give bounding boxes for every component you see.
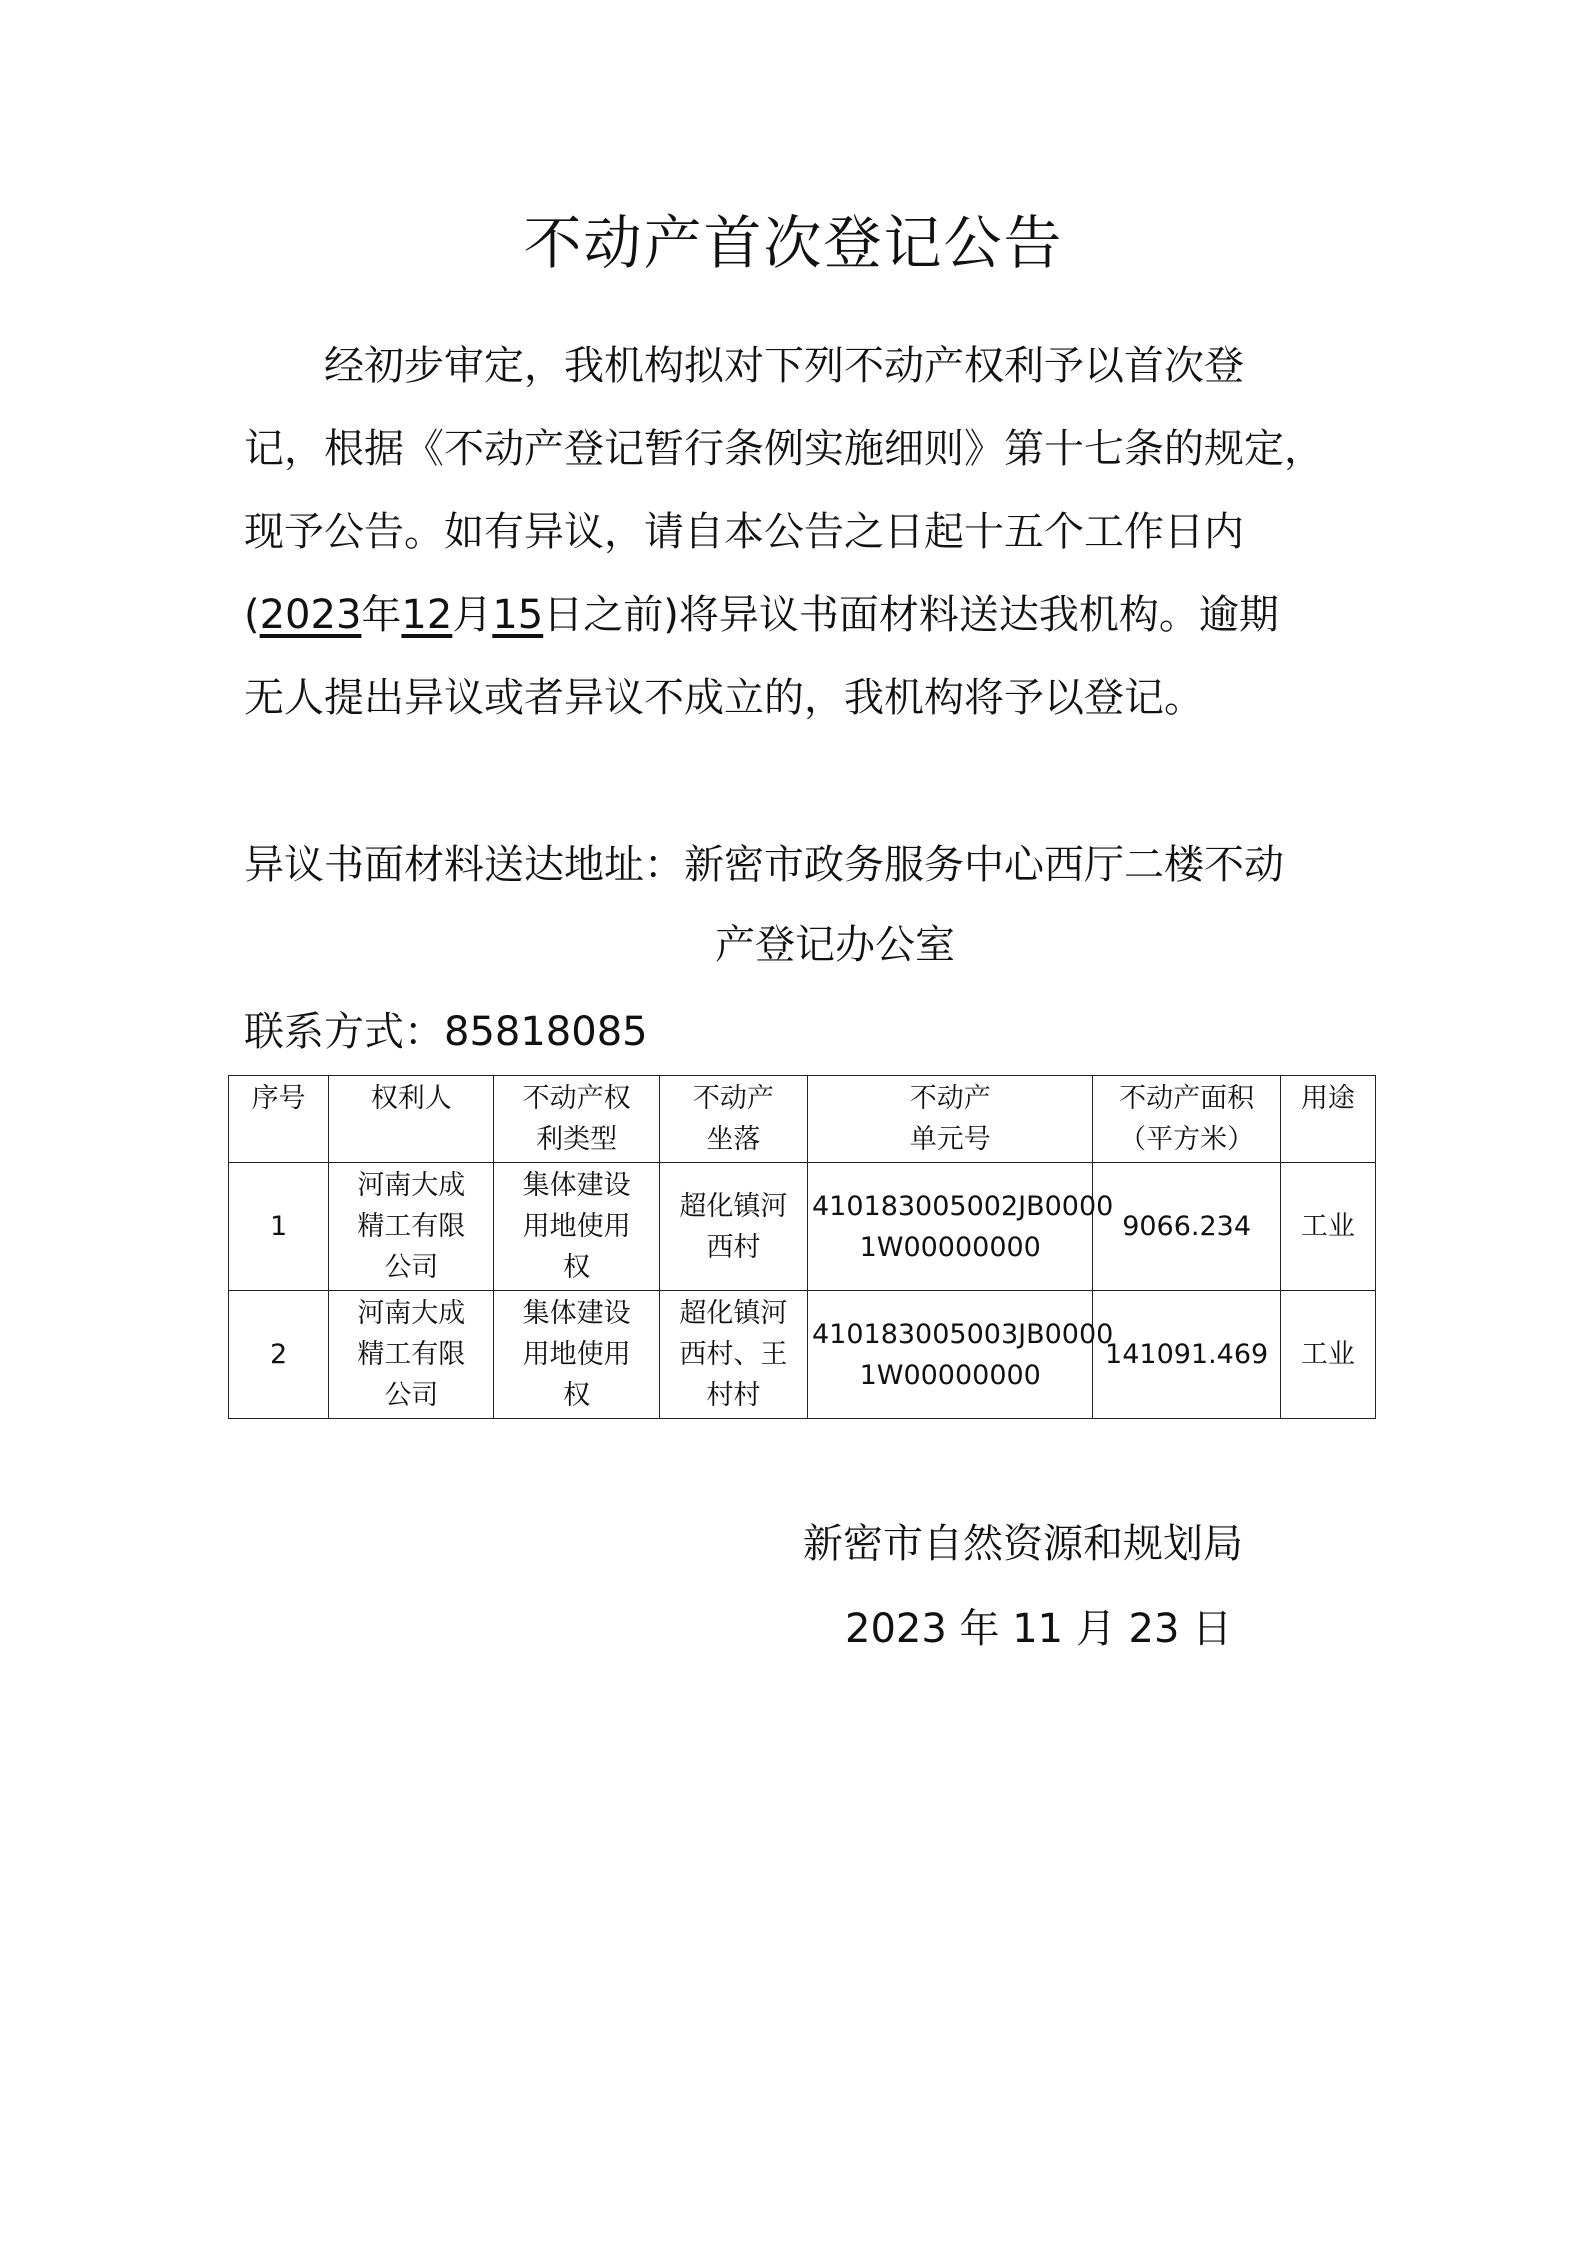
cell-use: 工业 (1280, 1163, 1375, 1291)
header-area: 不动产面积 （平方米） (1093, 1076, 1280, 1163)
cell-holder: 河南大成 精工有限 公司 (329, 1291, 494, 1419)
deadline-day: 15 (492, 592, 544, 638)
cell-use: 工业 (1280, 1291, 1375, 1419)
cell-holder: 河南大成 精工有限 公司 (329, 1163, 494, 1291)
cell-unit: 410183005002JB0000 1W00000000 (807, 1163, 1092, 1291)
cell-area: 9066.234 (1093, 1163, 1280, 1291)
deadline-month: 12 (401, 592, 453, 638)
body-line-2: 记，根据《不动产登记暂行条例实施细则》第十七条的规定， (244, 426, 1324, 472)
cell-no: 2 (229, 1291, 329, 1419)
notice-body (244, 325, 1356, 740)
table-row (229, 1291, 1376, 1419)
header-no: 序号 (229, 1076, 329, 1163)
body-line-1: 经初步审定，我机构拟对下列不动产权利予以首次登 (324, 343, 1244, 389)
header-unit: 不动产 单元号 (807, 1076, 1092, 1163)
header-right-type: 不动产权 利类型 (494, 1076, 659, 1163)
body-line-3: 现予公告。如有异议，请自本公告之日起十五个工作日内 (244, 509, 1244, 555)
page-title: 不动产首次登记公告 (523, 209, 1064, 277)
cell-right-type: 集体建设 用地使用 权 (494, 1291, 659, 1419)
issue-date: 2023 年 11 月 23 日 (845, 1606, 1233, 1652)
deadline-year: 2023 (259, 592, 362, 638)
cell-location: 超化镇河 西村 (659, 1163, 807, 1291)
header-location: 不动产 坐落 (659, 1076, 807, 1163)
cell-right-type: 集体建设 用地使用 权 (494, 1163, 659, 1291)
issuing-organization: 新密市自然资源和规划局 (803, 1521, 1243, 1567)
body-line-5: 无人提出异议或者异议不成立的，我机构将予以登记。 (244, 675, 1204, 721)
cell-unit: 410183005003JB0000 1W00000000 (807, 1291, 1092, 1419)
address-line-1: 异议书面材料送达地址：新密市政务服务中心西厅二楼不动 (244, 842, 1284, 888)
address-line-2: 产登记办公室 (715, 922, 955, 968)
property-table (228, 1075, 1376, 1419)
body-line-4: (2023年12月15日之前)将异议书面材料送达我机构。逾期 (244, 592, 1279, 638)
header-holder: 权利人 (329, 1076, 494, 1163)
cell-no: 1 (229, 1163, 329, 1291)
table-header-row (229, 1076, 1376, 1163)
contact-info: 联系方式：85818085 (244, 1009, 648, 1055)
cell-location: 超化镇河 西村、王 村村 (659, 1291, 807, 1419)
cell-area: 141091.469 (1093, 1291, 1280, 1419)
header-use: 用途 (1280, 1076, 1375, 1163)
table-row (229, 1163, 1376, 1291)
